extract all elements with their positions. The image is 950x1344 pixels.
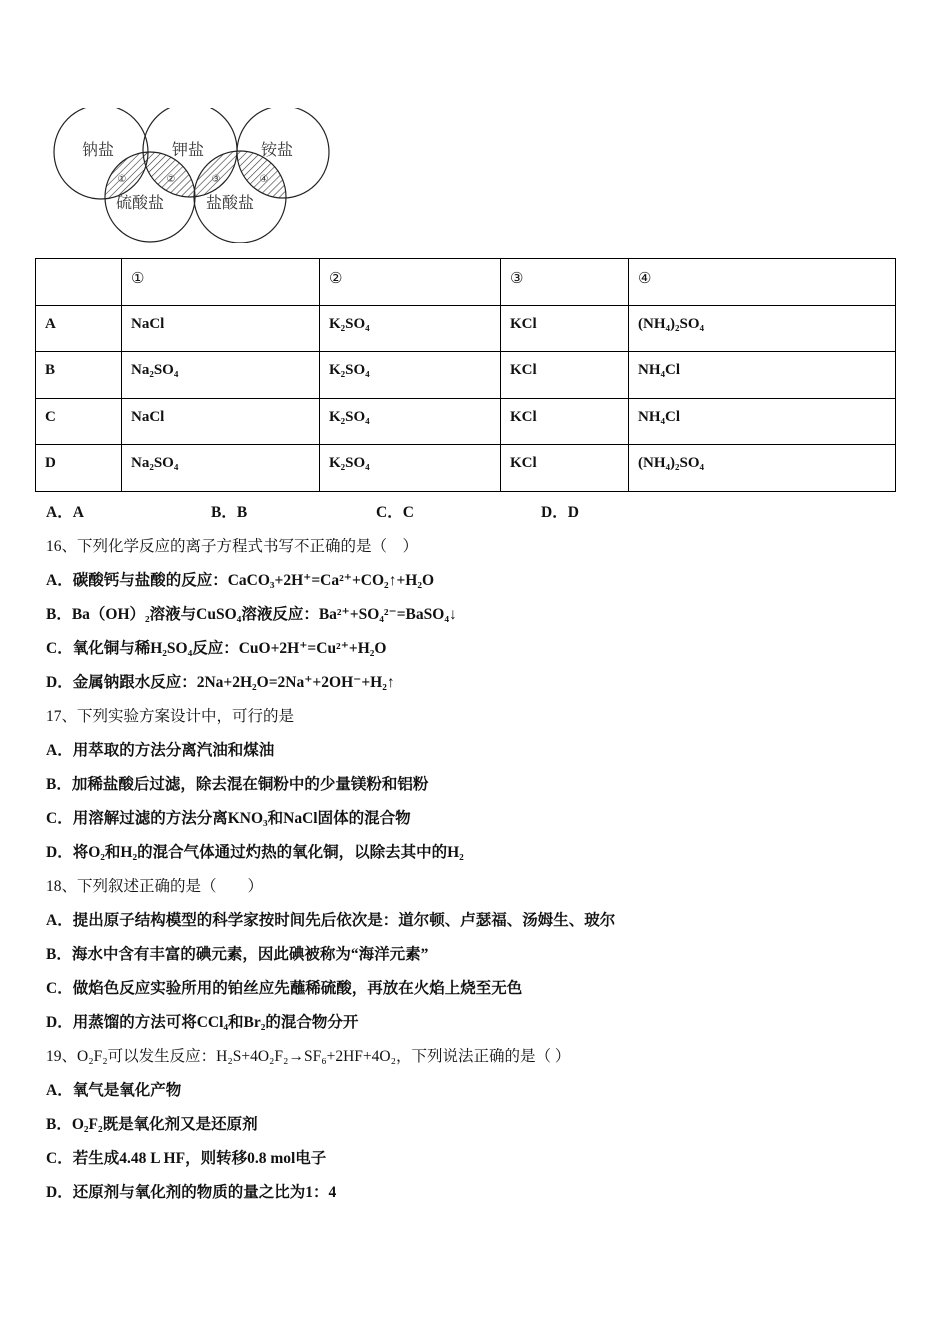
table-cell: A [36, 305, 122, 352]
option-c[interactable]: C．C [376, 504, 414, 521]
table-cell: KCl [501, 398, 629, 445]
table-header-row [36, 259, 896, 306]
question-18-option-a[interactable]: A．提出原子结构模型的科学家按时间先后依次是：道尔顿、卢瑟福、汤姆生、玻尔 [46, 912, 616, 929]
table-cell: ② [320, 259, 501, 306]
table-cell: KCl [501, 352, 629, 399]
table-cell: K₂SO₄ [320, 305, 501, 352]
question-16-option-b[interactable]: B．Ba（OH）₂溶液与CuSO₄溶液反应：Ba²⁺+SO₄²⁻=BaSO₄↓ [46, 606, 457, 623]
table-row [36, 398, 896, 445]
table-cell: ④ [629, 259, 896, 306]
table-row [36, 352, 896, 399]
question-19-option-d[interactable]: D．还原剂与氧化剂的物质的量之比为1：4 [46, 1184, 337, 1201]
question-17-option-d[interactable]: D．将O₂和H₂的混合气体通过灼热的氧化铜，以除去其中的H₂ [46, 844, 464, 861]
region-1: ① [117, 174, 127, 185]
table-cell: Na₂SO₄ [122, 445, 320, 492]
table-cell: NaCl [122, 305, 320, 352]
q15-answer-options [46, 500, 706, 522]
question-16-option-d[interactable]: D．金属钠跟水反应：2Na+2H₂O=2Na⁺+2OH⁻+H₂↑ [46, 674, 395, 691]
salt-venn-diagram [50, 108, 335, 243]
table-cell: C [36, 398, 122, 445]
table-cell: B [36, 352, 122, 399]
label-ammonium-salt: 铵盐 [261, 140, 294, 159]
question-16-stem: 16、下列化学反应的离子方程式书写不正确的是（ ） [46, 538, 419, 555]
table-cell: D [36, 445, 122, 492]
table-cell: ① [122, 259, 320, 306]
option-d[interactable]: D．D [541, 504, 579, 521]
question-16-option-c[interactable]: C．氧化铜与稀H₂SO₄反应：CuO+2H⁺=Cu²⁺+H₂O [46, 640, 387, 657]
question-16-option-a[interactable]: A．碳酸钙与盐酸的反应：CaCO₃+2H⁺=Ca²⁺+CO₂↑+H₂O [46, 572, 435, 589]
question-17-option-c[interactable]: C．用溶解过滤的方法分离KNO₃和NaCl固体的混合物 [46, 810, 411, 827]
table-cell: NaCl [122, 398, 320, 445]
question-17-stem: 17、下列实验方案设计中，可行的是 [46, 708, 295, 725]
table-cell: K₂SO₄ [320, 352, 501, 399]
region-4: ④ [259, 174, 269, 185]
question-18-option-b[interactable]: B．海水中含有丰富的碘元素，因此碘被称为“海洋元素” [46, 946, 429, 963]
table-cell: NH₄Cl [629, 398, 896, 445]
table-row [36, 305, 896, 352]
table-cell: K₂SO₄ [320, 445, 501, 492]
label-potassium-salt: 钾盐 [172, 140, 205, 159]
table-cell: KCl [501, 305, 629, 352]
label-sodium-salt: 钠盐 [82, 140, 115, 159]
table-cell: ③ [501, 259, 629, 306]
salt-table [35, 258, 896, 492]
table-cell [36, 259, 122, 306]
question-19-option-b[interactable]: B．O₂F₂既是氧化剂又是还原剂 [46, 1116, 258, 1133]
region-3: ③ [211, 174, 221, 185]
table-cell: Na₂SO₄ [122, 352, 320, 399]
table-cell: NH₄Cl [629, 352, 896, 399]
question-18-option-c[interactable]: C．做焰色反应实验所用的铂丝应先蘸稀硫酸，再放在火焰上烧至无色 [46, 980, 523, 997]
table-cell: KCl [501, 445, 629, 492]
label-chloride: 盐酸盐 [206, 193, 255, 212]
table-row [36, 445, 896, 492]
question-17-option-b[interactable]: B．加稀盐酸后过滤，除去混在铜粉中的少量镁粉和铝粉 [46, 776, 429, 793]
question-18-stem: 18、下列叙述正确的是（ ） [46, 878, 264, 895]
question-19-option-c[interactable]: C．若生成4.48 L HF，则转移0.8 mol电子 [46, 1150, 327, 1167]
question-17-option-a[interactable]: A．用萃取的方法分离汽油和煤油 [46, 742, 275, 759]
question-19-stem: 19、O₂F₂可以发生反应：H₂S+4O₂F₂→SF₆+2HF+4O₂，下列说法正确的是（ ） [46, 1048, 571, 1065]
question-19-option-a[interactable]: A．氧气是氧化产物 [46, 1082, 182, 1099]
label-sulfate: 硫酸盐 [116, 193, 165, 212]
table-cell: (NH₄)₂SO₄ [629, 305, 896, 352]
option-b[interactable]: B．B [211, 504, 248, 521]
table-cell: (NH₄)₂SO₄ [629, 445, 896, 492]
region-2: ② [166, 174, 176, 185]
option-a[interactable]: A．A [46, 504, 84, 521]
table-cell: K₂SO₄ [320, 398, 501, 445]
question-18-option-d[interactable]: D．用蒸馏的方法可将CCl₄和Br₂的混合物分开 [46, 1014, 359, 1031]
